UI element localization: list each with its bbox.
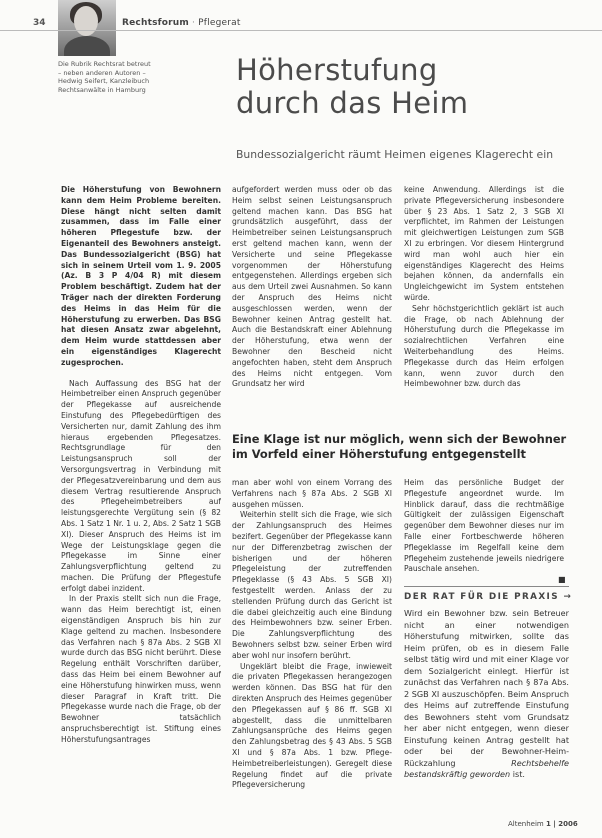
header-divider	[0, 30, 602, 31]
arrow-right-icon: →	[563, 592, 571, 602]
praxis-text-emphasis: Rechtsbehelfe bestandskräftig geworden	[404, 757, 569, 779]
body-paragraph: Sehr höchstgerichtlich geklärt ist auch die Frage, ob nach Ablehnung der Höherstufung durch die Pflegekasse im sozialrechtlichen Verfahren eine Weiterbehandlung des Heims. Pflegekasse durch das Heim erfolgen kann, wenn zuvor durch den Heimbewohner bzw. durch das	[404, 303, 564, 389]
column-3-top	[404, 185, 564, 415]
body-paragraph: Heim das persönliche Budget der Pflegestufe angeordnet wurde. Im Hinblick darauf, dass die rechtmäßige Gültigkeit der zulässigen Eigenschaft gegenüber dem Bewohner dieses nur im Falle einer Fortbeschwerde höheren Pflegeklasse im Regelfall keine dem Pflegeheim zustehende jeweils niedrigere Pauschale ansehen.	[404, 478, 564, 573]
body-paragraph: In der Praxis stellt sich nun die Frage, wann das Heim berechtigt ist, einen eigenständigen Anspruch bis hin zur Klage geltend zu machen. Insbesondere das Verfahren nach § 87a Abs. 2 SGB XI wurde durch das BSG nicht berührt. Diese Regelung enthält Vorschriften darüber, dass das Heim bei einem Bewohner auf eine Höherstufung hinwirken muss, wenn dieser Paragraf in Kraft tritt. Die Pflegekasse wurde nach die Frage, ob der Bewohner tatsächlich anspruchsberechtigt ist. Stiftung eines Höherstufungsantrages	[61, 594, 221, 744]
praxis-text-tail: ist.	[510, 769, 525, 779]
section-separator: ·	[192, 18, 196, 28]
body-paragraph: Ungeklärt bleibt die Frage, inwieweit die privaten Pflegekassen herangezogen werden können. Das BSG hat für den direkten Anspruch des Heimes gegenüber den Pflegekassen auf § 86 ff. SGB XI abgestellt, dass die unmittelbaren Zahlungsansprüche des Heims gegen den Zahlungsbetrag des § 43 Abs. 5 SGB XI und § 87a Abs. 1 bzw. Pflege-Heimbetreiberleistungen). Geregelt diese Regelung findet auf die private Pflegeversicherung	[232, 661, 392, 790]
title-line-2: durch das Heim	[236, 86, 469, 120]
praxis-heading-text: DER RAT FÜR DIE PRAXIS	[404, 592, 559, 602]
body-paragraph: Nach Auffassung des BSG hat der Heimbetreiber einen Anspruch gegenüber der Pflegekasse auf ausreichende Einstufung des Pflegebedürftigen des Versicherten nur, damit Zahlung des ihm hieraus ergebenden Pflegesatzes. Rechtsgrundlage für den Leistungsanspruch soll der Versorgungsvertrag in Verbindung mit der Pflegesatzvereinbarung und dem aus diesem Vertrag resultierende Anspruch des Pflegeheimbetreibers auf leistungsgerechte Vergütung sein (§ 82 Abs. 1 Satz 1 Nr. 1 u. 2, Abs. 2 Satz 1 SGB XI). Dieser Anspruch des Heims ist im Wege der Leistungsklage gegen die Pflegekasse im Sinne einer Zahlungsverpflichtung geltend zu machen. Die Prüfung der Pflegestufe erfolgt dabei inzident.	[61, 378, 221, 593]
body-paragraph: keine Anwendung. Allerdings ist die private Pflegeversicherung insbesondere über § 23 Abs. 1 Satz 2, 3 SGB XI verpflichtet, im Rahmen der Leistungen mit gleichwertigen Leistungen zum SGB XI zu erbringen. Vor diesem Hintergrund wird man wohl auch hier ein eigenständiges Klagerecht des Heims bejahen können, da andernfalls ein Ungleichgewicht im System entstehen würde.	[404, 185, 564, 302]
issue-number: 1 | 2006	[545, 820, 578, 828]
pull-quote: Eine Klage ist nur möglich, wenn sich der Bewohner im Vorfeld einer Höherstufung entgegenstellt	[232, 432, 567, 461]
column-1	[61, 185, 221, 805]
column-2-bottom	[232, 478, 392, 813]
body-paragraph: man aber wohl von einem Vorrang des Verfahrens nach § 87a Abs. 2 SGB XI ausgehen müssen.	[232, 478, 392, 509]
magazine-name: Altenheim	[508, 820, 544, 828]
column-3-bottom	[404, 478, 564, 573]
article-title	[236, 54, 576, 120]
section-label	[122, 18, 241, 28]
column-2-top	[232, 185, 392, 415]
body-paragraph: Weiterhin stellt sich die Frage, wie sich der Zahlungsanspruch des Heimes bezifert. Gegenüber der Pflegekasse kann nur der Differenzbetrag zwischen der bisherigen und der höheren Pflegeleistung der zutreffenden Pflegeklasse (§ 43 Abs. 5 SGB XI) festgestellt werden. Anlass der zu stellenden Prüfung durch das Gericht ist die dabei gleichzeitig auch eine Bindung des Heimbewohners bzw. seiner Erben. Die Zahlungsverpflichtung des Bewohners selbst bzw. seiner Erben wird aber wohl nur insofern berührt.	[232, 510, 392, 660]
subsection-name: Pflegerat	[198, 18, 241, 28]
praxis-divider	[404, 586, 569, 587]
praxis-text-main: Wird ein Bewohner bzw. sein Betreuer nicht an einer notwendigen Höherstufung mitwirken, sollte das Heim prüfen, ob es in diesem Falle selbst tätig wird und mit einer Klage vor dem Sozialgericht einlegt. Hierfür ist zunächst das Verfahren nach § 87a Abs. 2 SGB XI auszuschöpfen. Beim Anspruch des Heims auf zutreffende Einstufung des Bewohners steht vom Grundsatz her aber nicht entgegen, wenn dieser Einstufung keinen Antrag gestellt hat oder bei der Bewohner-Heim-Rückzahlung	[404, 608, 569, 768]
portrait-shoulders	[64, 36, 110, 56]
portrait-face	[74, 6, 98, 36]
body-paragraph: aufgefordert werden muss oder ob das Heim selbst seinen Leistungsanspruch geltend machen kann. Das BSG hat grundsätzlich ausgeführt, dass der Heimbetreiber seinen Leistungsanspruch erst geltend machen kann, wenn der Versicherte und seine Pflegekasse vorgenommen der Höherstufung entgegenstehen. Allerdings ergeben sich aus dem Urteil zwei Ausnahmen. So kann der Anspruch des Heims nicht ausgeschlossen werden, wenn der Bewohner keinen Antrag gestellt hat. Auch die Bestandskraft einer Ablehnung der Höherstufung, etwa wenn der Bewohner den Bescheid nicht angefochten haben, steht dem Anspruch des Heims nicht entgegen. Vom Grundsatz her wird	[232, 185, 392, 389]
section-name: Rechtsforum	[122, 18, 189, 28]
lead-paragraph: Die Höherstufung von Bewohnern kann dem Heim Probleme bereiten. Diese hängt nicht selten damit zusammen, dass im Falle einer höheren Pflegestufe bzw. der Eigenanteil des Bewohners ansteigt. Das Bundessozialgericht (BSG) hat sich in seinem Urteil vom 1. 9. 2005 (Az. B 3 P 4/04 R) mit diesem Problem beschäftigt. Zudem hat der Träger nach der direkten Forderung des Heims in das Heim für die Höherstufung zu erwerben. Das BSG hat diesen Ansatz zwar abgelehnt, dem Heim wurde stattdessen aber ein eigenständiges Klagerecht zugesprochen.	[61, 185, 221, 367]
praxis-text	[404, 608, 569, 813]
praxis-heading	[404, 592, 571, 602]
page-footer	[508, 820, 578, 828]
page-number: 34	[33, 18, 46, 28]
article-subtitle: Bundessozialgericht räumt Heimen eigenes Klagerecht ein	[236, 148, 554, 161]
article-end-mark: ■	[558, 575, 566, 584]
portrait-caption: Die Rubrik Rechtsrat betreut – neben anderen Autoren – Hedwig Seifert, Kanzleibuch Rechtsanwälte in Hamburg	[58, 60, 151, 94]
title-line-1: Höherstufung	[236, 53, 438, 87]
author-portrait	[58, 0, 116, 56]
